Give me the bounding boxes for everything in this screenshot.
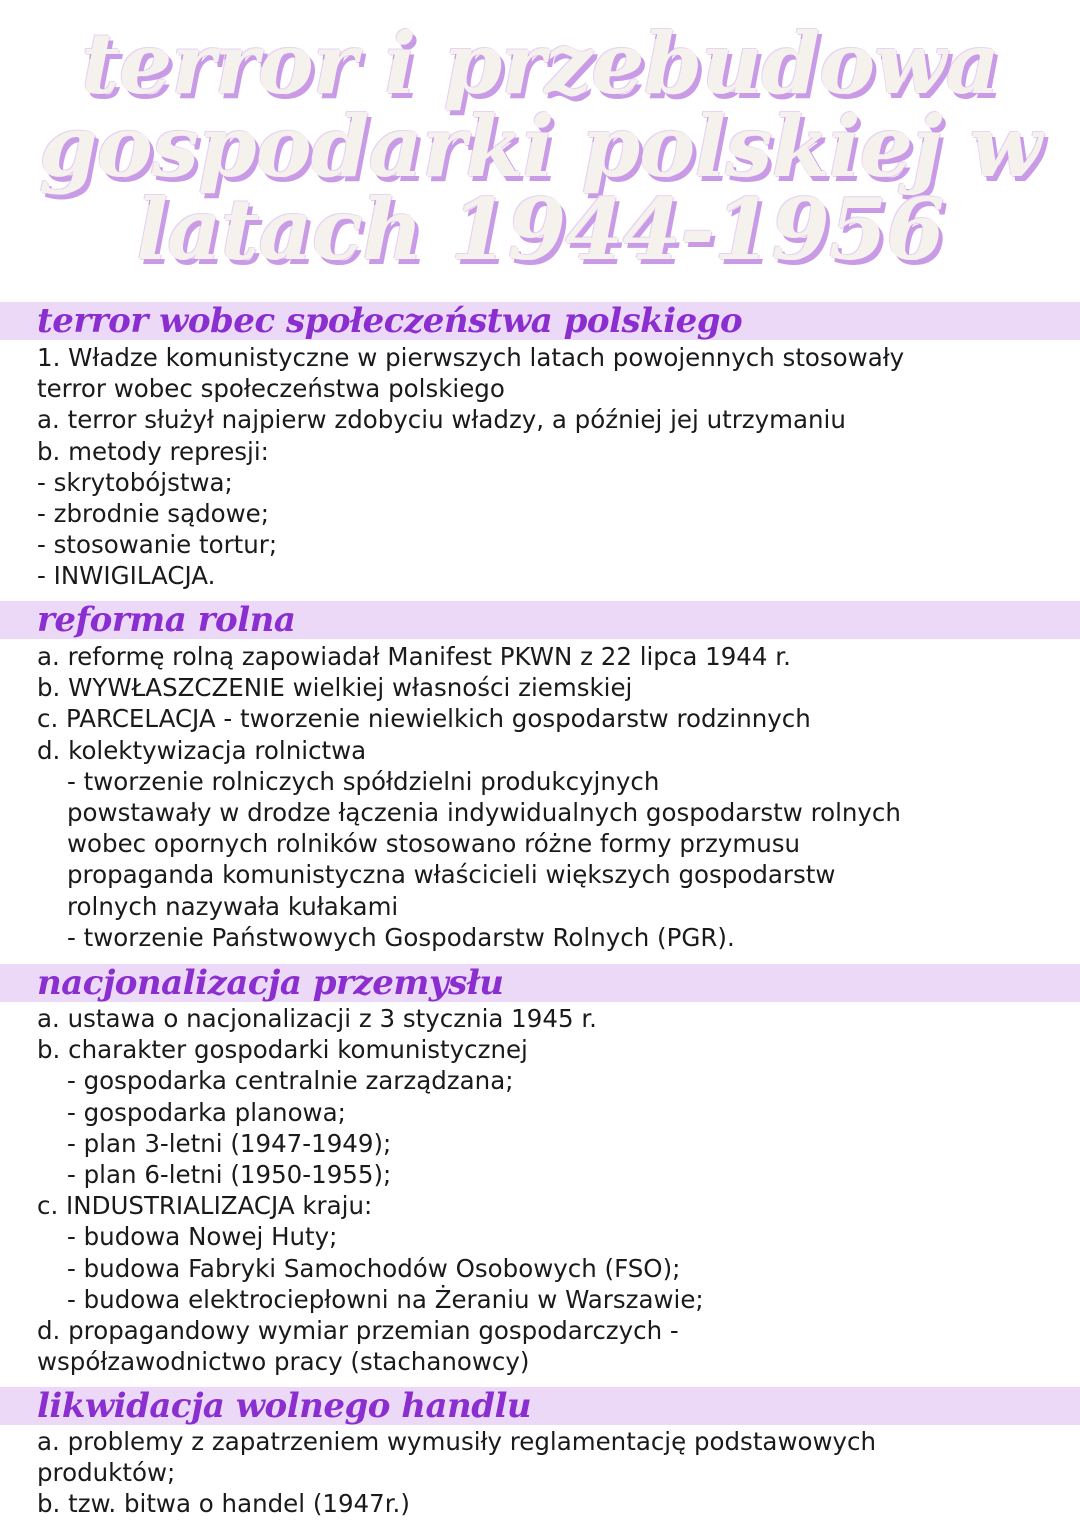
section-heading-text: nacjonalizacja przemysłu bbox=[37, 963, 504, 1003]
text-line: propaganda komunistyczna właścicieli większych gospodarstw bbox=[67, 860, 836, 890]
section-heading-reforma bbox=[0, 601, 1080, 639]
section-heading-text: terror wobec społeczeństwa polskiego bbox=[37, 301, 743, 341]
section-body-reforma bbox=[37, 641, 1057, 953]
section-heading-terror bbox=[0, 302, 1080, 340]
text-line: a. reformę rolną zapowiadał Manifest PKWN z 22 lipca 1944 r. bbox=[37, 642, 791, 671]
list-item: - plan 3-letni (1947-1949); bbox=[67, 1128, 392, 1158]
text-line: powstawały w drodze łączenia indywidualnych gospodarstw rolnych bbox=[67, 798, 901, 828]
text-line: c. INDUSTRIALIZACJA kraju: bbox=[37, 1191, 373, 1221]
text-line: d. kolektywizacja rolnictwa bbox=[37, 735, 367, 765]
list-item: - skrytobójstwa; bbox=[37, 467, 233, 497]
text-line: 1. Władze komunistyczne w pierwszych latach powojennych stosowały bbox=[37, 343, 905, 372]
text-line: c. PARCELACJA - tworzenie niewielkich gospodarstw rodzinnych bbox=[37, 704, 811, 734]
list-item: - tworzenie Państwowych Gospodarstw Rolnych (PGR). bbox=[67, 922, 735, 952]
text-line: terror wobec społeczeństwa polskiego bbox=[37, 374, 505, 404]
list-item: - tworzenie rolniczych spółdzielni produkcyjnych bbox=[67, 766, 660, 796]
list-item: - gospodarka planowa; bbox=[67, 1097, 346, 1127]
text-line: b. tzw. bitwa o handel (1947r.) bbox=[37, 1489, 410, 1519]
section-body-handel bbox=[37, 1426, 1057, 1520]
text-line: a. ustawa o nacjonalizacji z 3 stycznia 1945 r. bbox=[37, 1004, 597, 1033]
list-item: - plan 6-letni (1950-1955); bbox=[67, 1160, 392, 1190]
section-heading-handel bbox=[0, 1387, 1080, 1425]
section-heading-text: reforma rolna bbox=[37, 600, 296, 640]
text-line: wobec opornych rolników stosowano różne formy przymusu bbox=[67, 829, 801, 859]
page-title bbox=[0, 14, 1080, 279]
list-item: - budowa Fabryki Samochodów Osobowych (FSO); bbox=[67, 1253, 681, 1283]
text-line: produktów; bbox=[37, 1458, 176, 1488]
text-line: a. problemy z zapatrzeniem wymusiły reglamentację podstawowych bbox=[37, 1427, 877, 1456]
text-line: a. terror służył najpierw zdobyciu władzy, a później jej utrzymaniu bbox=[37, 405, 846, 435]
text-line: b. charakter gospodarki komunistycznej bbox=[37, 1035, 528, 1065]
list-item: - stosowanie tortur; bbox=[37, 530, 278, 560]
list-item: - budowa elektrociepłowni na Żeraniu w Warszawie; bbox=[67, 1284, 704, 1314]
text-line: współzawodnictwo pracy (stachanowcy) bbox=[37, 1347, 530, 1377]
list-item: - budowa Nowej Huty; bbox=[67, 1222, 338, 1252]
section-body-nacjonalizacja bbox=[37, 1003, 1057, 1377]
list-item: - gospodarka centralnie zarządzana; bbox=[67, 1066, 514, 1096]
list-item: - INWIGILACJA. bbox=[37, 561, 216, 591]
text-line: b. metody represji: bbox=[37, 436, 269, 466]
text-line: b. WYWŁASZCZENIE wielkiej własności ziemskiej bbox=[37, 673, 633, 703]
title-line-1: terror i przebudowa bbox=[81, 14, 999, 113]
list-item: - zbrodnie sądowe; bbox=[37, 499, 269, 529]
text-line: rolnych nazywała kułakami bbox=[67, 891, 399, 921]
section-body-terror bbox=[37, 342, 1057, 592]
title-line-3: latach 1944-1956 bbox=[136, 180, 944, 279]
title-line-2: gospodarki polskiej w bbox=[38, 97, 1042, 196]
section-heading-text: likwidacja wolnego handlu bbox=[37, 1386, 532, 1426]
section-heading-nacjonalizacja bbox=[0, 964, 1080, 1002]
text-line: d. propagandowy wymiar przemian gospodarczych - bbox=[37, 1316, 679, 1346]
